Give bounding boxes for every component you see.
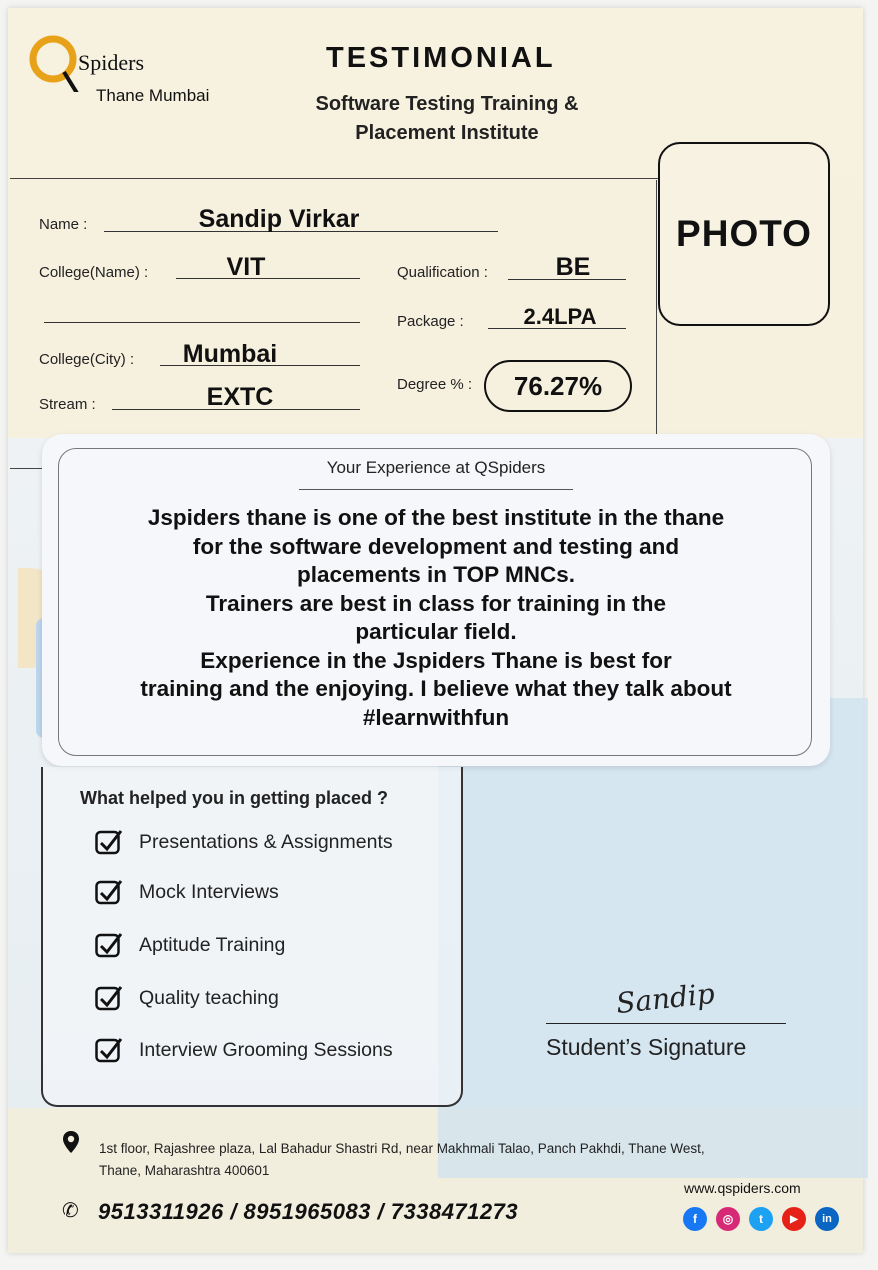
linkedin-icon[interactable]: in [815, 1207, 839, 1231]
experience-card [42, 434, 830, 766]
form-right-divider [656, 180, 657, 438]
facebook-icon[interactable]: f [683, 1207, 707, 1231]
logo-location: Thane Mumbai [96, 86, 210, 105]
website-link[interactable]: www.qspiders.com [684, 1180, 801, 1196]
signature-line [546, 1023, 786, 1024]
checkbox-checked-icon [95, 879, 123, 905]
stream-label: Stream : [39, 396, 96, 413]
logo-text: Spiders [78, 50, 144, 75]
package-label: Package : [397, 313, 464, 330]
checklist-item [95, 879, 279, 905]
blank-line [44, 322, 360, 323]
college-name-value: VIT [226, 253, 266, 281]
header-divider [10, 178, 658, 179]
stream-value: EXTC [206, 383, 274, 411]
phone-numbers: 9513311926 / 8951965083 / 7338471273 [98, 1199, 519, 1224]
checkbox-checked-icon [95, 1037, 123, 1063]
experience-heading: Your Experience at QSpiders [326, 458, 546, 477]
checklist-item [95, 829, 393, 855]
location-pin-icon [62, 1130, 80, 1154]
checkbox-checked-icon [95, 932, 123, 958]
package-value: 2.4LPA [523, 304, 597, 329]
name-value: Sandip Virkar [198, 205, 360, 233]
degree-value: 76.27% [484, 360, 632, 412]
experience-text: Jspiders thane is one of the best institute in the thane for the software development and testing and placements in TOP MNCs. Trainers are best in class for training in the particular field. Experience in the Jspiders Thane is best for training and the enjoying. I believe what they talk about #learnwithfun [140, 505, 732, 730]
signature: Sandip [614, 976, 717, 1021]
photo-placeholder: PHOTO [658, 142, 830, 326]
checklist-item [95, 932, 285, 958]
checkbox-checked-icon [95, 829, 123, 855]
qualification-label: Qualification : [397, 264, 488, 281]
checkbox-checked-icon [95, 985, 123, 1011]
instagram-icon[interactable]: ◎ [716, 1207, 740, 1231]
college-city-label: College(City) : [39, 351, 135, 368]
qspiders-logo-icon [26, 32, 86, 92]
social-icons [683, 1207, 839, 1231]
checklist-item-label: Presentations & Assignments [139, 830, 393, 853]
signature-label: Student’s Signature [546, 1034, 747, 1060]
checklist-item-label: Aptitude Training [139, 933, 286, 956]
checklist-item [95, 1037, 393, 1063]
address: 1st floor, Rajashree plaza, Lal Bahadur Shastri Rd, near Makhmali Talao, Panch Pakhdi, Thane West, Thane, Maharashtra 400601 [99, 1141, 705, 1178]
name-label: Name : [39, 216, 88, 233]
twitter-icon[interactable]: t [749, 1207, 773, 1231]
decor-blue-shape [438, 698, 868, 1178]
experience-heading-underline [299, 489, 573, 490]
checklist-item-label: Quality teaching [139, 986, 279, 1009]
phone-icon: ✆ [62, 1200, 79, 1222]
placement-factors-title: What helped you in getting placed ? [80, 788, 389, 808]
document-title: TESTIMONIAL [326, 42, 556, 74]
checklist-item [95, 985, 279, 1011]
document-subtitle: Software Testing Training & Placement Institute [315, 93, 579, 144]
degree-label: Degree % : [397, 376, 473, 393]
college-name-label: College(Name) : [39, 264, 149, 281]
college-city-value: Mumbai [182, 340, 278, 368]
youtube-icon[interactable]: ▶ [782, 1207, 806, 1231]
checklist-item-label: Mock Interviews [139, 880, 279, 903]
qualification-value: BE [555, 253, 591, 281]
checklist-item-label: Interview Grooming Sessions [139, 1038, 393, 1061]
